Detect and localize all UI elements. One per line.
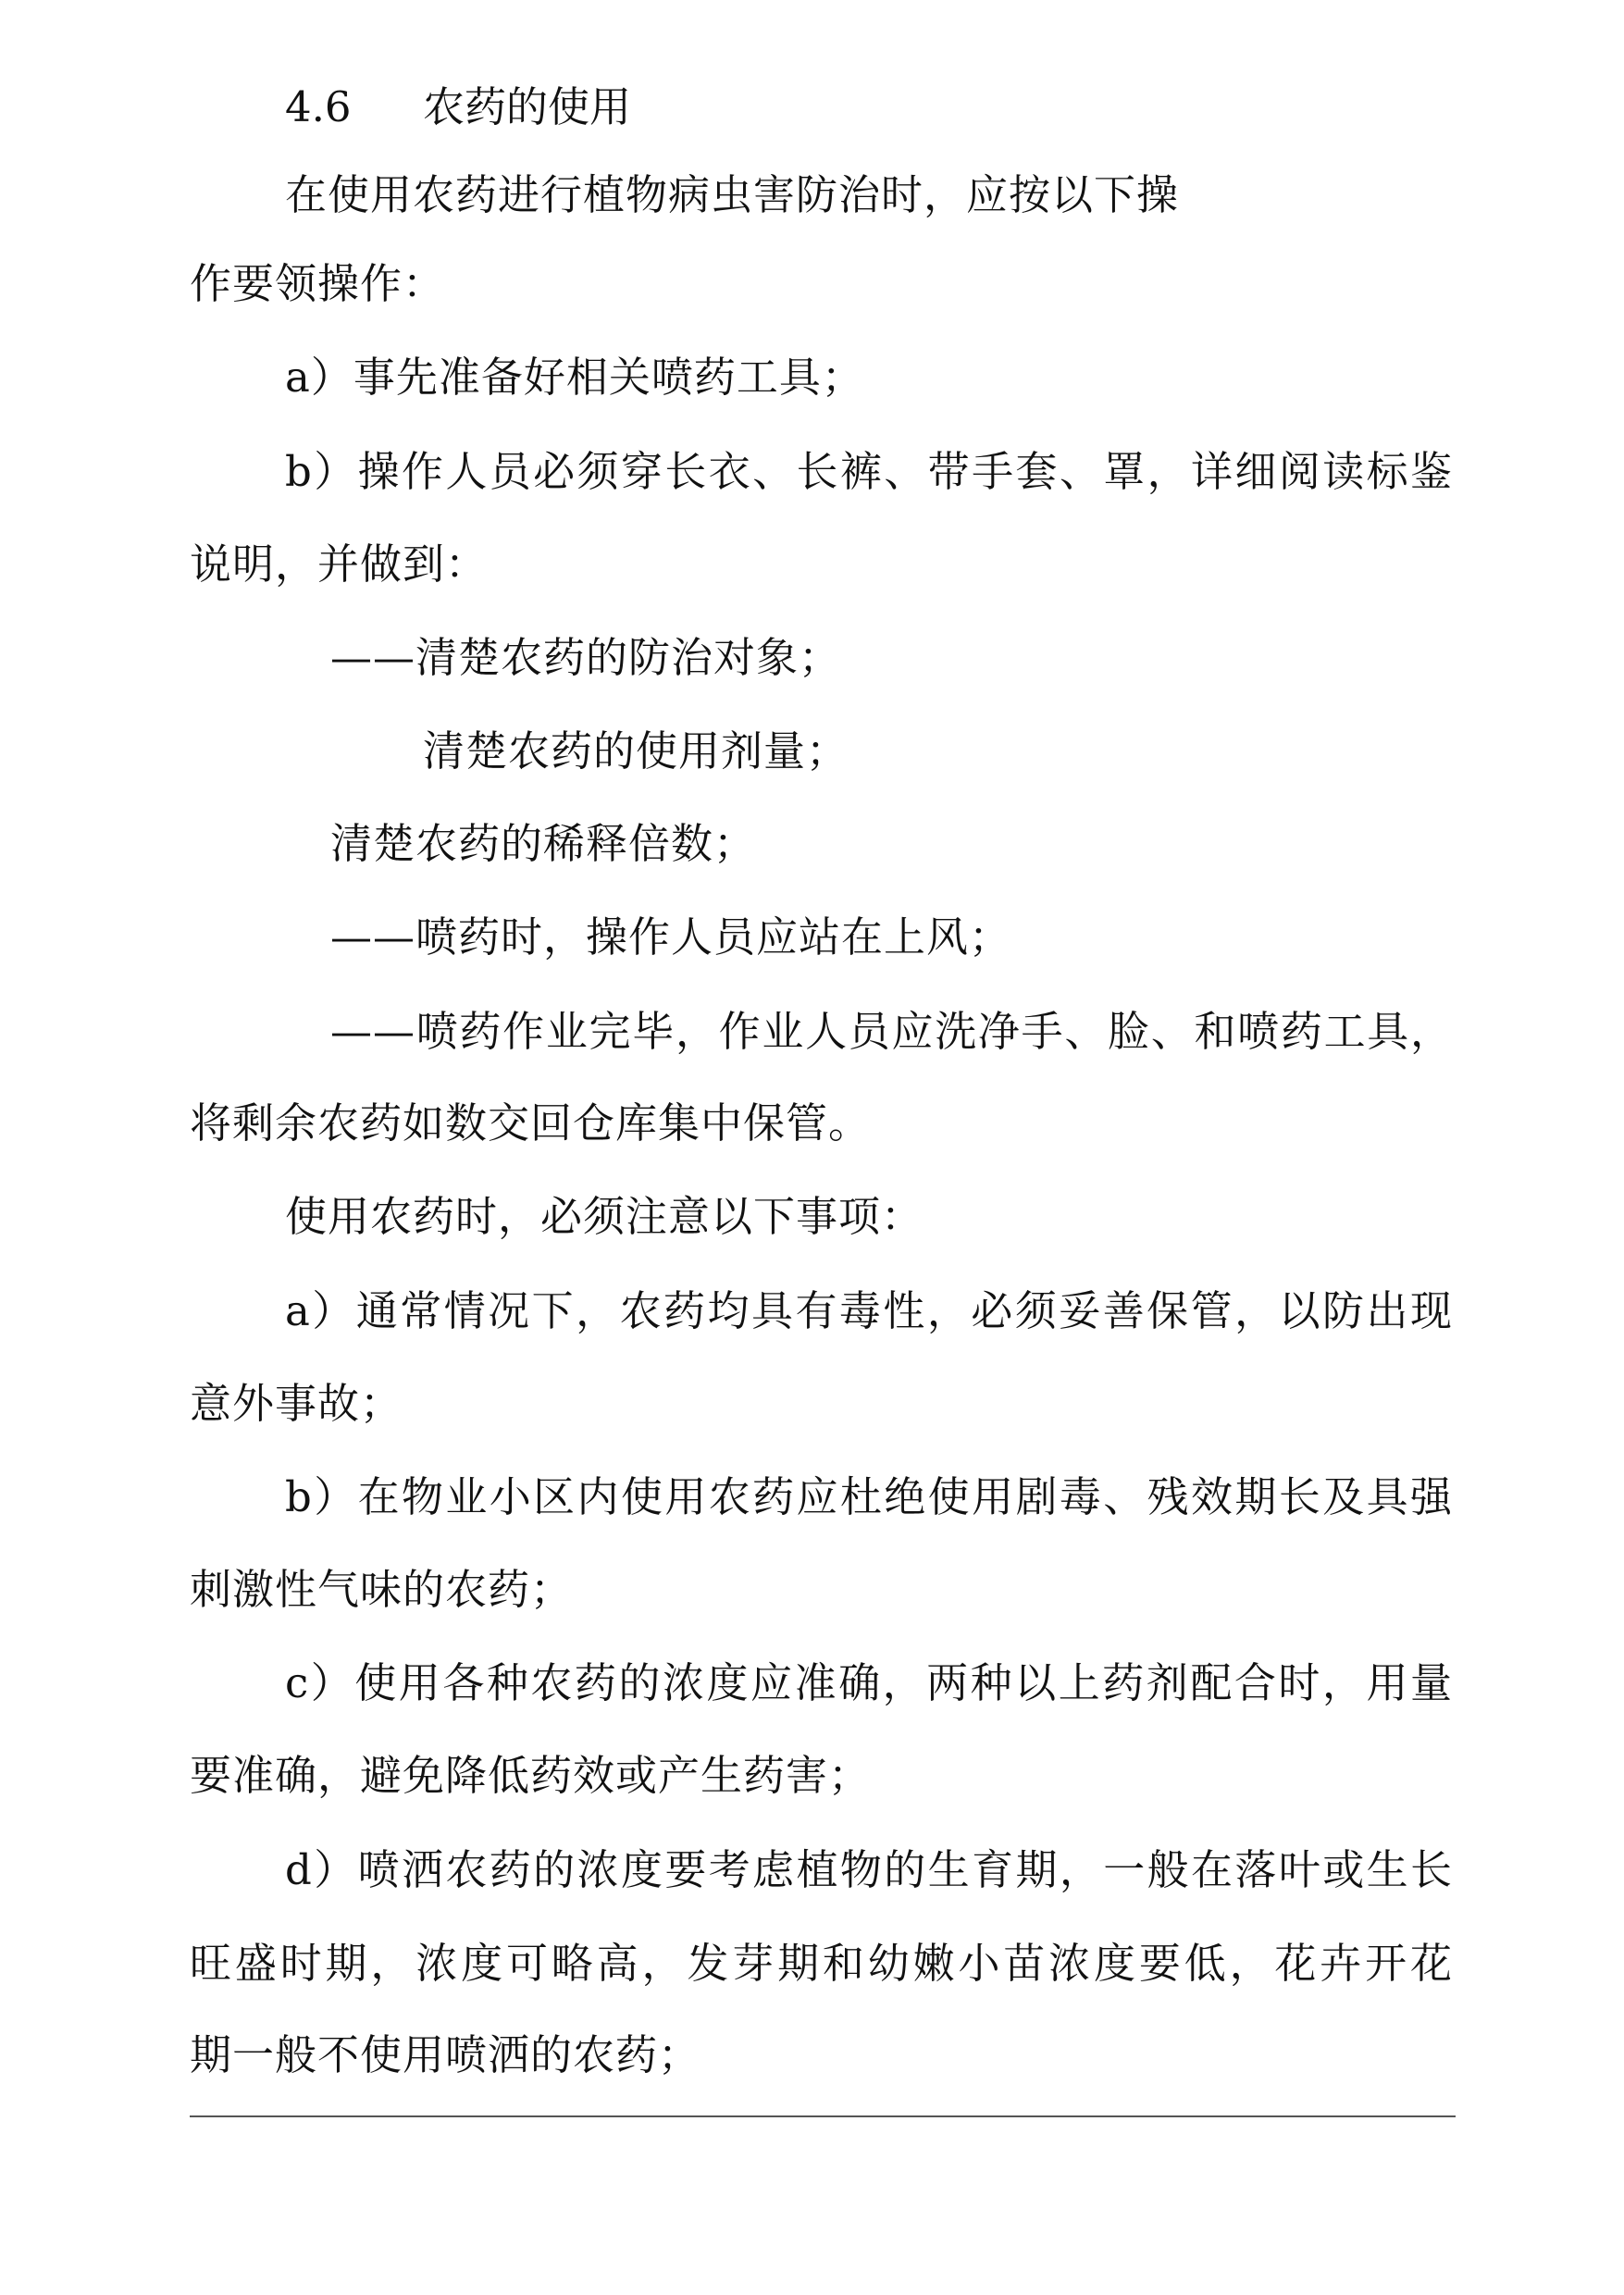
paragraph-line: 说明，并做到： xyxy=(190,540,489,589)
section-number: 4.6 xyxy=(285,82,352,131)
paragraph-line: 将剩余农药如数交回仓库集中保管。 xyxy=(190,1098,872,1148)
paragraph-line: 期一般不使用喷洒的农药； xyxy=(190,2030,701,2079)
dash-item: ——喷药时，操作人员应站在上风； xyxy=(330,912,1012,961)
footer-divider xyxy=(190,2115,1456,2117)
list-item: c）使用各种农药的浓度应准确，两种以上药剂配合时，用量 xyxy=(285,1658,1453,1707)
paragraph-line: 在使用农药进行植物病虫害防治时，应按以下操 xyxy=(285,170,1180,219)
list-item: d）喷洒农药的浓度要考虑植物的生育期，一般在落叶或生长 xyxy=(285,1845,1453,1894)
dash-item: ——清楚农药的防治对象； xyxy=(330,633,842,682)
paragraph-line: 要准确，避免降低药效或产生药害； xyxy=(190,1751,872,1800)
list-item: a）通常情况下，农药均具有毒性，必须妥善保管，以防出现 xyxy=(285,1286,1453,1335)
section-title: 农药的使用 xyxy=(423,82,632,131)
paragraph-line: 旺盛时期，浓度可略高，发芽期和幼嫩小苗浓度要低，花卉开花 xyxy=(190,1939,1453,1988)
paragraph-line: 使用农药时，必须注意以下事项： xyxy=(285,1192,924,1241)
paragraph-line: 意外事故； xyxy=(190,1379,403,1428)
list-item: b）在物业小区内使用农药应杜绝使用剧毒、残效期长及具强 xyxy=(285,1472,1453,1521)
list-item: b）操作人员必须穿长衣、长裤、带手套、罩，详细阅读标鉴 xyxy=(285,447,1453,496)
list-item: a）事先准备好相关喷药工具； xyxy=(285,353,864,402)
dash-item: 清楚农药的使用剂量； xyxy=(423,726,849,775)
dash-item: ——喷药作业完毕，作业人员应洗净手、脸、和喷药工具， xyxy=(330,1007,1453,1056)
dash-item: 清楚农药的稀释倍数； xyxy=(330,819,757,868)
paragraph-line: 作要领操作： xyxy=(190,259,446,308)
paragraph-line: 刺激性气味的农药； xyxy=(190,1565,574,1614)
